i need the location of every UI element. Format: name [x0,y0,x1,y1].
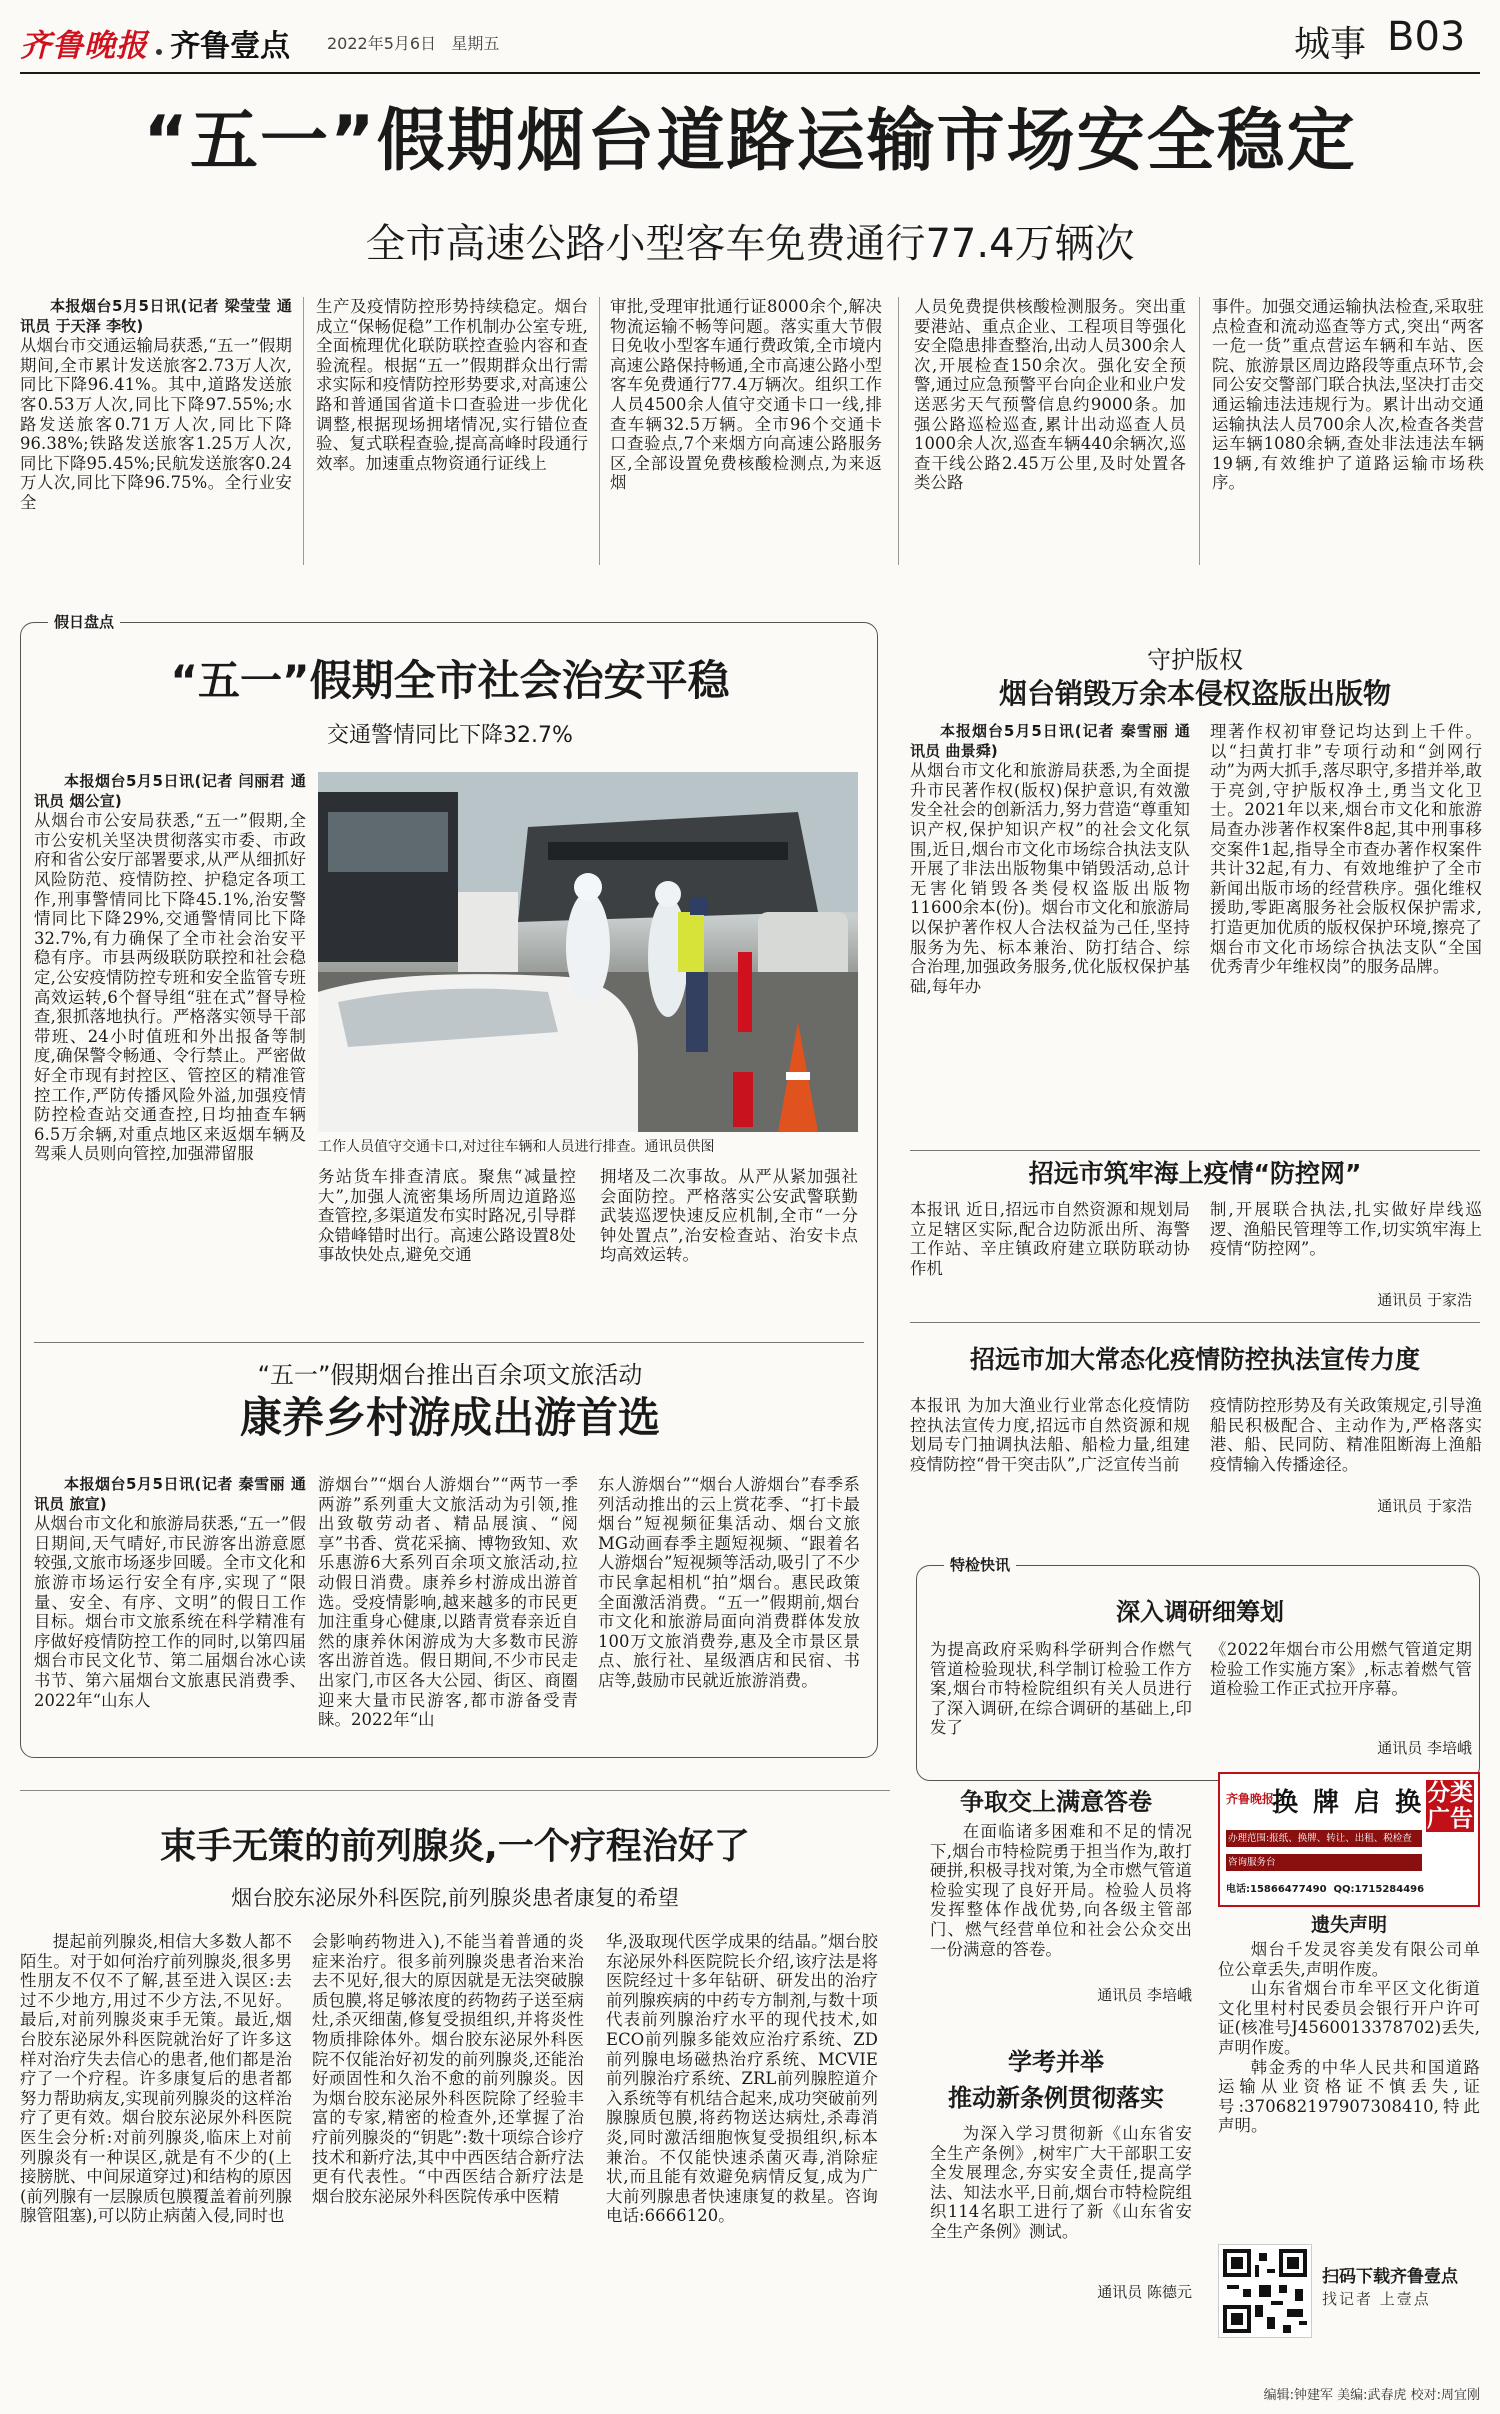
qr-subtitle: 找记者 上壹点 [1322,2290,1431,2308]
special-item1-text-2: 《2022年烟台市公用燃气管道定期检验工作实施方案》,标志着燃气管道检验工作正式拉开序幕。 [1210,1640,1472,1699]
security-byline: 本报烟台5月5日讯(记者 闫丽君 通讯员 烟公宣) [34,772,306,810]
rural-col-2 [318,1475,578,1755]
prostate-subheadline: 烟台胶东泌尿外科医院,前列腺炎患者康复的希望 [231,1886,679,1910]
notice-body [1218,1940,1480,2185]
qr-code-icon [1219,2245,1311,2337]
notice-item-3: 韩金秀的中华人民共和国道路运输从业资格证不慎丢失,证号:370682197907308410,特此声明。 [1218,2057,1480,2136]
prostate-col-2 [312,1932,584,2400]
special-item3-signer: 通讯员 陈德元 [1097,2283,1192,2301]
ad-title: 换 牌 启 换 [1272,1788,1425,1818]
checkpoint-photo [318,772,858,1132]
holiday-box-tag: 假日盘点 [48,611,120,632]
copyright-col-2 [1210,722,1482,1142]
col-divider [303,297,304,565]
prostate-col-3 [606,1932,878,2400]
copyright-text-2: 理著作权初审登记均达到上千件。以“扫黄打非”专项行动和“剑网行动”为两大抓手,落尽职守,多措并举,敢于亮剑,守护版权净土,勇当文化卫士。2021年以来,烟台市文化和旅游局查办涉著作权案件8起,其中刑事移交案件1起,指导全市查办著作权案件共计32起,有力、有效地维护了全市新闻出版市场的经营秩序。强化维权援助,零距离服务社会版权保护需求,打造更加优质的版权保护环境,擦亮了烟台市文化市场综合执法支队“全国优秀青少年维权岗”的服务品牌。 [1210,722,1482,977]
prostate-text-2: 会影响药物进入),不能当着普通的炎症来治疗。很多前列腺炎患者治来治去不见好,很大的原因就是无法突破腺质包膜,将足够浓度的药物药子送至病灶,杀灭细菌,修复受损组织,并将炎性物质排除体外。烟台胶东泌尿外科医院不仅能治好初发的前列腺炎,还能治好顽固性和久治不愈的前列腺炎。因为烟台胶东泌尿外科医院除了经验丰富的专家,精密的检查外,还掌握了治疗前列腺炎的“钥匙”:数十项综合诊疗技术和新疗法,其中中西医结合新疗法更有代表性。“中西医结合新疗法是烟台胶东泌尿外科医院传承中医精 [312,1932,584,2206]
zhaoyuan2-headline: 招远市加大常态化疫情防控执法宣传力度 [969,1345,1420,1374]
section-divider [910,1150,1480,1151]
zhaoyuan2-col-1 [910,1396,1190,1514]
holiday-divider [34,1342,864,1343]
page-credits: 编辑:钟建军 美编:武春虎 校对:周宜刚 [1263,2388,1480,2403]
security-headline: “五一”假期全市社会治安平稳 [170,656,730,705]
zhaoyuan2-signer: 通讯员 于家浩 [1377,1497,1472,1515]
notice-headline: 遗失声明 [1310,1914,1387,1936]
special-item1-headline: 深入调研细筹划 [1116,1598,1284,1626]
lead-text-5: 事件。加强交通运输执法检查,采取驻点检查和流动巡查等方式,突出“两客一危一货”重点营运车辆和车站、医院、旅游景区周边路段等重点环节,会同公安交警部门联合执法,坚决打击交通运输违法违规行为。累计出动交通运输执法人员700余人次,检查各类营运车辆1080余辆,查处非法违法车辆19辆,有效维护了道路运输市场秩序。 [1212,297,1484,493]
lead-text-3: 审批,受理审批通行证8000余个,解决物流运输不畅等问题。落实重大节假日免收小型客车通行费政策,全市境内高速公路保持畅通,全市高速公路小型客车免费通行77.4万辆次。组织工作人员4500余人值守交通卡口一线,排查车辆32.5万辆。全市96个交通卡口查验点,7个来烟方向高速公路服务区,全部设置免费核酸检测点,为来返烟 [610,297,882,493]
prostate-headline: 束手无策的前列腺炎,一个疗程治好了 [160,1826,750,1867]
special-item2-signer: 通讯员 李培峨 [1097,1986,1192,2004]
brand-sub: 齐鲁壹点 [170,29,291,64]
zhaoyuan2-text-1: 本报讯 为加大渔业行业常态化疫情防控执法宣传力度,招远市自然资源和规划局专门抽调执法船、船检力量,组建疫情防控“骨干突击队”,广泛宣传当前 [910,1396,1190,1474]
lead-col-5 [1212,297,1484,577]
prostate-text-1: 提起前列腺炎,相信大多数人都不陌生。对于如何治疗前列腺炎,很多男性朋友不仅不了解,甚至进入误区:去过不少地方,用过不少方法,不见好。最后,对前列腺炎束手无策。最近,烟台胶东泌尿外科医院就治好了许多这样对治疗失去信心的患者,他们都是治疗了一个疗程。许多康复后的患者都努力帮助病友,实现前列腺炎的这样治疗了更有效。烟台胶东泌尿外科医院医生会分析:对前列腺炎,临床上对前列腺炎有一种误区,就是有不少的(上接膀胱、中间尿道穿过)和结构的原因(前列腺有一层腺质包膜覆盖着前列腺腺管阻塞),可以防止病菌入侵,同时也 [20,1932,292,2226]
copyright-kicker: 守护版权 [1147,646,1243,674]
special-item1-text-1: 为提高政府采购科学研判合作燃气管道检验现状,科学制订检验工作方案,烟台市特检院组织有关人员进行了深入调研,在综合调研的基础上,印发了 [930,1640,1192,1738]
rural-col-3 [598,1475,860,1755]
rural-kicker: “五一”假期烟台推出百余项文旅活动 [257,1361,643,1389]
rural-text-3: 东人游烟台”“烟台人游烟台”春季系列活动推出的云上赏花季、“打卡最烟台”短视频征集活动、烟台文旅MG动画春季主题短视频、“跟着名人游烟台”短视频等活动,吸引了不少市民拿起相机“拍”烟台。惠民政策全面激活消费。“五一”假期前,烟台市文化和旅游局面向消费群体发放100万文旅消费券,惠及全市景区景点、旅行社、星级酒店和民宿、书店等,鼓励市民就近旅游消费。 [598,1475,860,1690]
special-item2-headline: 争取交上满意答卷 [960,1788,1152,1816]
lead-subheadline: 全市高速公路小型客车免费通行77.4万辆次 [365,221,1135,267]
prostate-col-1 [20,1932,292,2400]
ad-side-label: 分类广告 [1427,1780,1473,1832]
col-divider [1199,297,1200,565]
zhaoyuan1-text-1: 本报讯 近日,招远市自然资源和规划局立足辖区实际,配合边防派出所、海警工作站、辛庄镇政府建立联防联动协作机 [910,1200,1190,1278]
col-divider [898,297,899,565]
page-number: B03 [1387,14,1466,60]
notice-item-1: 烟台千发灵容美发有限公司单位公章丢失,声明作废。 [1218,1940,1480,1979]
lead-col-4 [914,297,1186,577]
security-text-2: 务站货车排查清底。聚焦“减量控大”,加强人流密集场所周边道路巡查管控,多渠道发布实时路况,引导群众错峰错时出行。高速公路设置8处事故快处点,避免交通 [318,1167,576,1265]
lead-text-4: 人员免费提供核酸检测服务。突出重要港站、重点企业、工程项目等强化安全隐患排查整治,出动人员300余人次,开展检查150余次。强化安全预警,通过应急预警平台向企业和业户发送恶劣天气预警信息约9000条。加强公路巡检巡查,累计出动巡查人员1000余人次,巡查车辆440余辆次,巡查干线公路2.45万公里,及时处置各类公路 [914,297,1186,493]
lead-headline: “五一”假期烟台道路运输市场安全稳定 [143,102,1357,181]
special-item1-col-2 [1210,1640,1472,1720]
ad-logo: 齐鲁晚报 [1226,1792,1275,1806]
section-label: 城事 [1294,24,1367,65]
lead-text-2: 生产及疫情防控形势持续稳定。烟台成立“保畅促稳”工作机制办公室专班,全面梳理优化联防联控查验内容和查验流程。根据“五一”假期群众出行需求实际和疫情防控形势要求,对高速公路和普通国省道卡口查验进一步优化调整,根据现场拥堵情况,实行错位查验、复式联程查验,提高高峰时段通行效率。加速重点物资通行证线上 [316,297,588,473]
zhaoyuan1-signer: 通讯员 于家浩 [1377,1291,1472,1309]
copyright-text-1: 从烟台市文化和旅游局获悉,为全面提升市民著作权(版权)保护意识,有效激发全社会的创新活力,努力营造“尊重知识产权,保护知识产权”的社会文化氛围,近日,烟台市文化市场综合执法支队开展了非法出版物集中销毁活动,总计无害化销毁各类侵权盗版出版物11600余本(份)。烟台市文化和旅游局以保护著作权人合法权益为己任,坚持服务为先、标本兼治、防打结合、综合治理,加强政务服务,优化版权保护基础,每年办 [910,761,1190,996]
section-divider [910,1322,1480,1323]
zhaoyuan2-col-2 [1210,1396,1482,1476]
zhaoyuan1-col-1 [910,1200,1190,1320]
security-col-1 [34,772,306,1400]
rural-headline: 康养乡村游成出游首选 [239,1393,660,1442]
issue-date: 2022年5月6日 星期五 [327,34,500,53]
lead-text-1: 从烟台市交通运输局获悉,“五一”假期期间,全市累计发送旅客2.73万人次,同比下降96.41%。其中,道路发送旅客0.53万人次,同比下降97.55%;水路发送旅客0.71万人次,同比下降96.38%;铁路发送旅客1.25万人次,同比下降95.45%;民航发送旅客0.24万人次,同比下降96.75%。全行业安全 [20,336,292,512]
zhaoyuan1-text-2: 制,开展联合执法,扎实做好岸线巡逻、渔船民管理等工作,切实筑牢海上疫情“防控网”。 [1210,1200,1482,1259]
rural-byline: 本报烟台5月5日讯(记者 秦雪丽 通讯员 旅宣) [34,1475,306,1513]
copyright-byline: 本报烟台5月5日讯(记者 秦雪丽 通讯员 曲景舜) [910,722,1190,760]
special-item3-headline-2: 推动新条例贯彻落实 [948,2084,1164,2112]
checkpoint-scene [318,772,858,1132]
prostate-text-3: 华,汲取现代医学成果的结晶。”烟台胶东泌尿外科医院院长介绍,该疗法是将医院经过十多年钻研、研发出的治疗前列腺疾病的中药专方制剂,与数十项代表前列腺治疗水平的现代技术,如ECO前列腺多能效应治疗系统、ZD前列腺电场磁热治疗系统、MCVIE前列腺治疗系统、ZRL前列腺腔道介入系统等有机结合起来,成功突破前列腺腺质包膜,将药物送达病灶,杀毒消炎,同时激活细胞恢复受损组织,标本兼治。不仅能快速杀菌灭毒,消除症状,而且能有效避免病情反复,成为广大前列腺患者快速康复的救星。咨询电话:6666120。 [606,1932,878,2226]
col-divider [599,297,600,565]
special-item3-text: 为深入学习贯彻新《山东省安全生产条例》,树牢广大干部职工安全发展理念,夯实安全责任,提高学法、知法水平,日前,烟台市特检院组织114名职工进行了新《山东省安全生产条例》测试。 [930,2124,1192,2241]
qr-code[interactable] [1218,2244,1312,2338]
special-box-tag: 特检快讯 [944,1554,1016,1575]
security-text-1: 从烟台市公安局获悉,“五一”假期,全市公安机关坚决贯彻落实市委、市政府和省公安厅部署要求,从严从细抓好风险防范、疫情防控、护稳定各项工作,刑事警情同比下降45.1%,治安警情同比下降29%,交通警情同比下降32.7%,有力确保了全市社会治安平稳有序。市县两级联防联控和社会稳定,公安疫情防控专班和安全监管专班高效运转,6个督导组“驻在式”督导检查,狠抓落地执行。严格落实领导干部带班、24小时值班和外出报备等制度,确保警令畅通、令行禁止。严密做好全市现有封控区、管控区的精准管控工作,严防传播风险外溢,加强疫情防控检查站交通查控,日均抽查车辆6.5万余辆,对重点地区来返烟车辆及驾乘人员则向管控,加强滞留服 [34,811,306,1164]
security-col-2 [318,1167,576,1327]
lead-col-1 [20,297,292,577]
lead-col-3 [610,297,882,577]
special-item1-col-1 [930,1640,1192,1760]
brand-separator [156,49,162,55]
zhaoyuan1-col-2 [1210,1200,1482,1290]
special-item3-headline-1: 学考并举 [1008,2048,1104,2076]
special-item1-signer: 通讯员 李培峨 [1377,1739,1472,1757]
qr-title: 扫码下载齐鲁壹点 [1322,2267,1458,2287]
notice-item-2: 山东省烟台市牟平区文化街道文化里村村民委员会银行开户许可证(核准号J4560013378702)丢失,声明作废。 [1218,1979,1480,2057]
masthead-logo [20,20,320,70]
rural-text-2: 游烟台”“烟台人游烟台”“两节一季两游”系列重大文旅活动为引领,推出致敬劳动者、精品展演、“阅享”书香、赏花采摘、博物致知、欢乐惠游6大系列百余项文旅活动,拉动假日消费。康养乡村游成出游首选。受疫情影响,越来越多的市民更加注重身心健康,以踏青赏春亲近自然的康养休闲游成为大多数市民游客出游首选。假日期间,不少市民走出家门,市区各大公园、街区、商圈迎来大量市民游客,都市游备受青睐。2022年“山 [318,1475,578,1730]
masthead-rule [20,72,1480,74]
security-text-3: 拥堵及二次事故。从严从紧加强社会面防控。严格落实公安武警联勤武装巡逻快速反应机制,全市“一分钟处置点”,治安检查站、治安卡点均高效运转。 [600,1167,858,1265]
brand-name: 齐鲁晚报 [20,28,148,64]
lead-col-2 [316,297,588,577]
security-subheadline: 交通警情同比下降32.7% [327,723,573,748]
copyright-headline: 烟台销毁万余本侵权盗版出版物 [998,677,1391,710]
security-col-3 [600,1167,858,1327]
classified-ad [1218,1772,1480,1907]
photo-caption: 工作人员值守交通卡口,对过往车辆和人员进行排查。通讯员供图 [318,1139,715,1155]
special-item2-text: 在面临诸多困难和不足的情况下,烟台市特检院勇于担当作为,敢打硬拼,积极寻找对策,为全市燃气管道检验实现了良好开局。检验人员将发挥整体作战优势,向各级主管部门、燃气经营单位和社会公众交出一份满意的答卷。 [930,1822,1192,1959]
ad-phone: 电话:15866477490 QQ:1715284496 [1226,1884,1425,1895]
ad-top-rule [20,1790,890,1791]
ad-line-1: 办理范围:报纸、换牌、转让、出租、税检查 [1226,1830,1422,1847]
zhaoyuan2-text-2: 疫情防控形势及有关政策规定,引导渔船民积极配合、主动作为,严格落实港、船、民同防、精准阻断海上渔船疫情输入传播途径。 [1210,1396,1482,1474]
copyright-col-1 [910,722,1190,1142]
lead-byline: 本报烟台5月5日讯(记者 梁莹莹 通讯员 于天泽 李牧) [20,297,292,335]
rural-col-1 [34,1475,306,1755]
ad-line-2: 咨询服务台 [1226,1854,1422,1871]
zhaoyuan1-headline: 招远市筑牢海上疫情“防控网” [1028,1159,1362,1188]
rural-text-1: 从烟台市文化和旅游局获悉,“五一”假日期间,天气晴好,市民游客出游意愿较强,文旅市场逐步回暖。全市文化和旅游市场运行安全有序,实现了“限量、安全、有序、文明”的假日工作目标。烟台市文旅系统在科学精准有序做好疫情防控工作的同时,以第四届烟台市民文化节、第二届烟台冰心读书节、第六届烟台文旅惠民消费季、2022年“山东人 [34,1514,306,1710]
